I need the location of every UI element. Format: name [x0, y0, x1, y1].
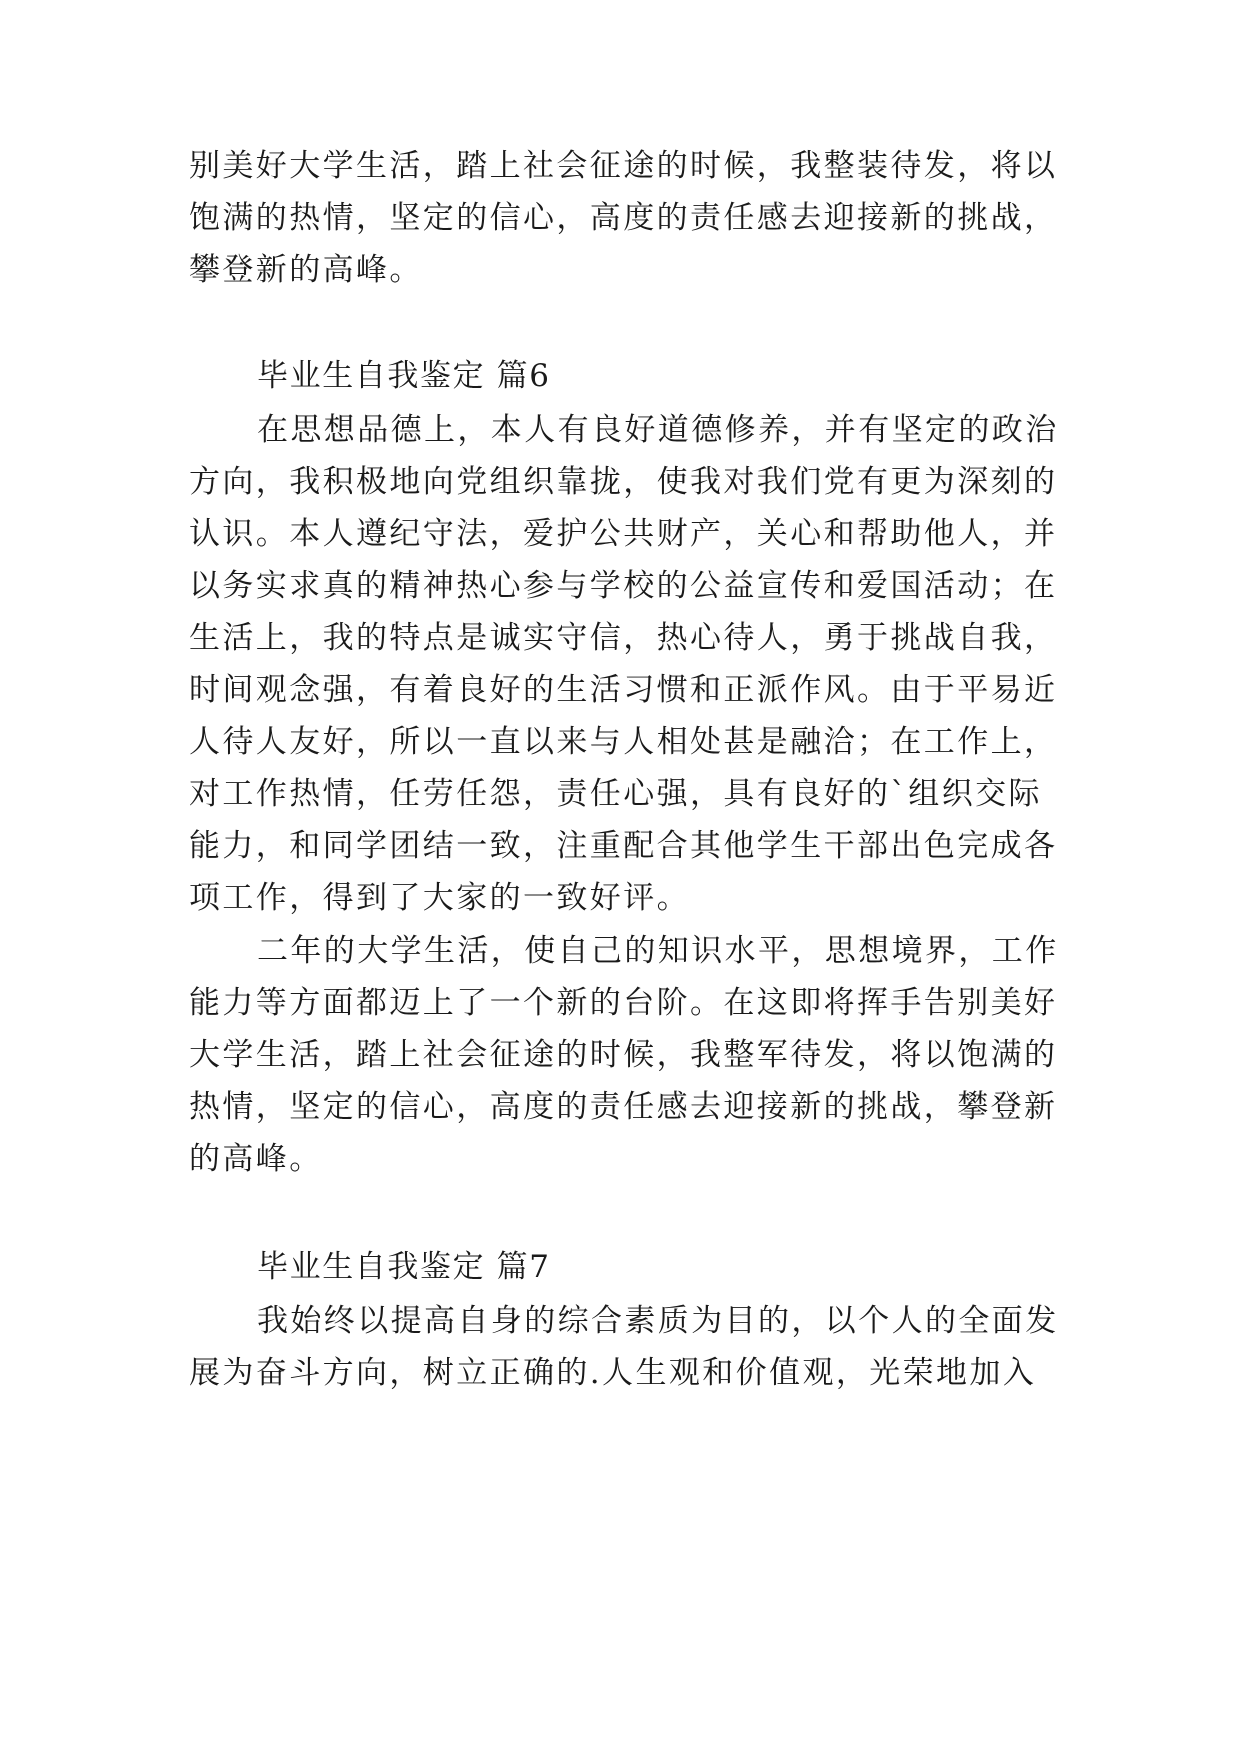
text-line: 人待人友好，所以一直以来与人相处甚是融洽；在工作上，	[189, 724, 1058, 760]
text-line: 别美好大学生活，踏上社会征途的时候，我整装待发，将以	[189, 148, 1058, 184]
text-line: 时间观念强，有着良好的生活习惯和正派作风。由于平易近	[189, 672, 1058, 708]
text-line: 能力，和同学团结一致，注重配合其他学生干部出色完成各	[189, 828, 1058, 864]
text-line: 热情，坚定的信心，高度的责任感去迎接新的挑战，攀登新	[189, 1089, 1058, 1125]
text-line: 在思想品德上，本人有良好道德修养，并有坚定的政治	[257, 412, 1059, 448]
text-line: 二年的大学生活，使自己的知识水平，思想境界，工作	[257, 933, 1059, 969]
text-line: 饱满的热情，坚定的信心，高度的责任感去迎接新的挑战，	[189, 200, 1058, 236]
text-line: 攀登新的高峰。	[189, 252, 423, 288]
text-line: 展为奋斗方向，树立正确的.人生观和价值观，光荣地加入	[189, 1355, 1037, 1391]
text-line: 生活上，我的特点是诚实守信，热心待人，勇于挑战自我，	[189, 620, 1058, 656]
text-line: 大学生活，踏上社会征途的时候，我整军待发，将以饱满的	[189, 1037, 1058, 1073]
text-line: 方向，我积极地向党组织靠拢，使我对我们党有更为深刻的	[189, 464, 1058, 500]
section-heading: 毕业生自我鉴定 篇6	[257, 358, 551, 394]
text-line: 认识。本人遵纪守法，爱护公共财产，关心和帮助他人，并	[189, 516, 1058, 552]
text-line: 的高峰。	[189, 1141, 323, 1177]
text-line: 对工作热情，任劳任怨，责任心强，具有良好的`组织交际	[189, 776, 1042, 812]
section-heading: 毕业生自我鉴定 篇7	[257, 1249, 551, 1285]
text-line: 以务实求真的精神热心参与学校的公益宣传和爱国活动；在	[189, 568, 1058, 604]
text-line: 项工作，得到了大家的一致好评。	[189, 880, 690, 916]
text-line: 能力等方面都迈上了一个新的台阶。在这即将挥手告别美好	[189, 985, 1058, 1021]
text-line: 我始终以提高自身的综合素质为目的，以个人的全面发	[257, 1303, 1059, 1339]
